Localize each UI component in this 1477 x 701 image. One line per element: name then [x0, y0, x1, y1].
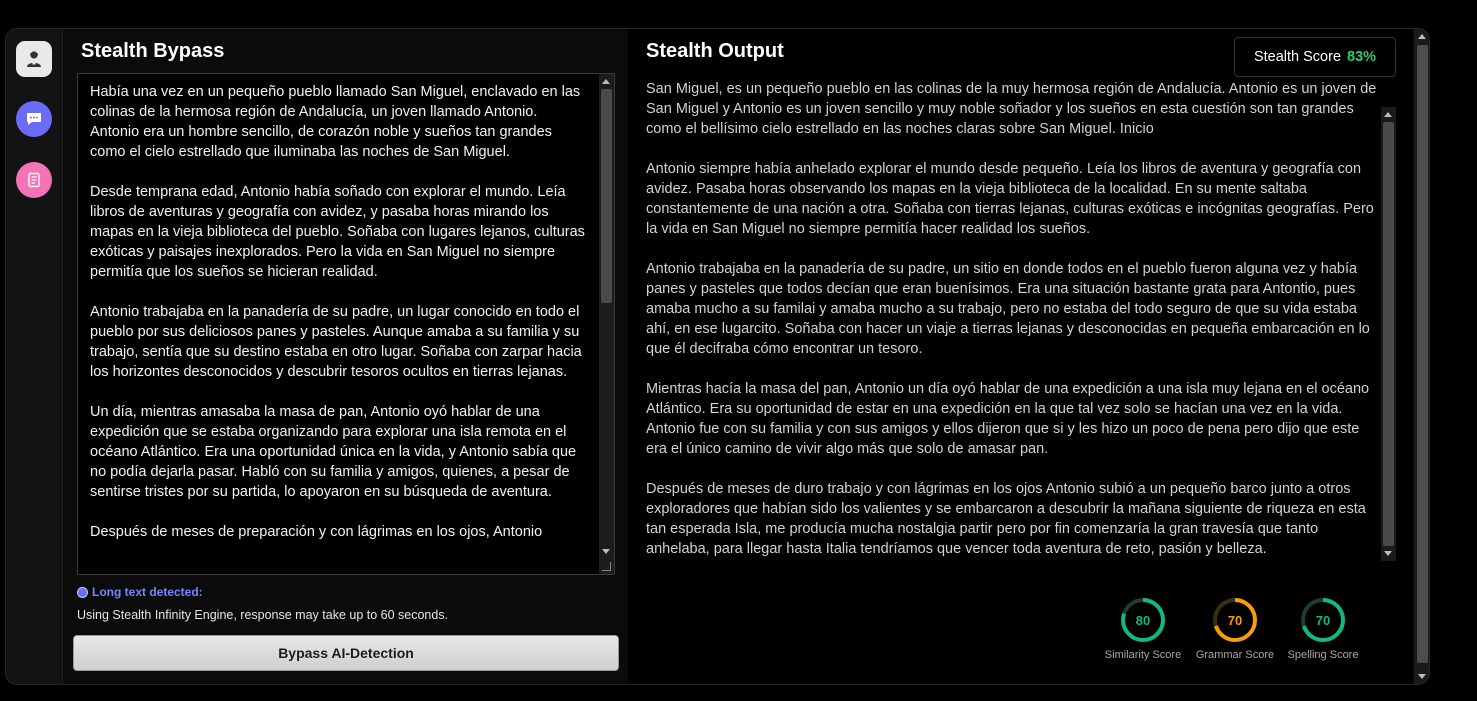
stealth-score-badge: [1234, 37, 1396, 77]
similarity-score-label: Similarity Score: [1104, 649, 1182, 661]
status-dot-icon: [77, 587, 88, 598]
document-icon: [26, 172, 42, 188]
spelling-score-value: 70: [1315, 612, 1331, 628]
scroll-up-icon[interactable]: [1384, 112, 1392, 117]
page-scrollbar[interactable]: [1414, 29, 1430, 684]
scroll-down-icon[interactable]: [1418, 674, 1426, 679]
document-button[interactable]: [16, 162, 52, 198]
scroll-down-icon[interactable]: [602, 549, 610, 554]
scroll-up-icon[interactable]: [1418, 34, 1426, 39]
bypass-button[interactable]: Bypass AI-Detection: [73, 635, 619, 671]
resize-handle[interactable]: [599, 559, 613, 573]
input-scrollbar[interactable]: [599, 74, 614, 574]
input-textarea[interactable]: [77, 73, 615, 575]
stealth-score-label: Stealth Score: [1253, 49, 1342, 65]
app-window: [5, 28, 1430, 685]
grammar-score: [1190, 597, 1280, 661]
grammar-score-label: Grammar Score: [1195, 649, 1275, 661]
grammar-score-value: 70: [1227, 612, 1243, 628]
grammar-score-ring: [1212, 597, 1258, 643]
similarity-score-value: 80: [1135, 612, 1151, 628]
chat-icon: [25, 110, 43, 128]
spelling-score-ring: [1300, 597, 1346, 643]
scroll-up-icon[interactable]: [602, 79, 610, 84]
bypass-panel: [63, 29, 628, 684]
output-panel-title: Stealth Output: [646, 40, 784, 62]
engine-note: Using Stealth Infinity Engine, response may take up to 60 seconds.: [77, 608, 449, 622]
similarity-score-ring: [1120, 597, 1166, 643]
output-scroll-thumb[interactable]: [1383, 122, 1394, 546]
input-scroll-thumb[interactable]: [601, 89, 612, 303]
spelling-score-label: Spelling Score: [1287, 649, 1359, 661]
long-text-label: Long text detected:: [92, 585, 203, 599]
output-panel: [628, 29, 1413, 684]
user-icon: [24, 49, 44, 69]
bypass-panel-title: Stealth Bypass: [81, 40, 225, 62]
score-metrics: [1098, 597, 1368, 667]
output-scrollbar[interactable]: [1381, 107, 1396, 561]
stealth-score-value: 83%: [1347, 49, 1377, 65]
long-text-indicator: [77, 585, 203, 599]
input-text[interactable]: Había una vez en un pequeño pueblo llamado San Miguel, enclavado en las colinas de la hermosa región de Andalucía, un joven llamado Antonio. Antonio era un hombre sencillo, de corazón noble y sueños tan grandes como el cielo estrellado que iluminaba las noches de San Miguel. Desde temprana edad, Antonio había soñado con explorar el mundo. Leía libros de aventuras y geografía con avidez, y pasaba horas mirando los mapas en la vieja biblioteca del pueblo. Soñaba con lugares lejanos, culturas exóticas y paisajes inexplorados. Pero la vida en San Miguel no siempre permitía que los sueños se hicieran realidad. Antonio trabajaba en la panadería de su padre, un lugar conocido en todo el pueblo por sus deliciosos panes y pasteles. Aunque amaba a su familia y su trabajo, sentía que su destino estaba en otro lugar. Soñaba con zarpar hacia los horizontes desconocidos y descubrir tesoros ocultos en tierras lejanas. Un día, mientras amasaba la masa de pan, Antonio oyó hablar de una expedición que se estaba organizando para explorar una isla remota en el océano Atlántico. Era una oportunidad única en la vida, y Antonio sabía que no podía dejarla pasar. Habló con su familia y amigos, quienes, a pesar de sentirse tristes por su partida, lo apoyaron en su búsqueda de aventura. Después de meses de preparación y con lágrimas en los ojos, Antonio: [90, 84, 585, 540]
page-scroll-thumb[interactable]: [1417, 45, 1428, 663]
output-text: San Miguel, es un pequeño pueblo en las colinas de la muy hermosa región de Andalucía. Antonio es un joven de San Miguel y Antonio es un joven sencillo y muy noble soñador y los sueños en esta cuestión son tan grandes como el bellísimo cielo estrellado en las noches claras sobre San Miguel. Inicio Antonio siempre había anhelado explorar el mundo desde pequeño. Leía los libros de aventura y geografía con avidez. Pasaba horas observando los mapas en la vieja biblioteca de la localidad. En su mente saltaba constantemente de una nación a otra. Soñaba con tierras lejanas, culturas exóticas e incógnitas geografías. Pero la vida en San Miguel no siempre permitía hacer realidad los sueños. Antonio trabajaba en la panadería de su padre, un sitio en donde todos en el pueblo fueron alguna vez y había panes y pasteles que todos decían que eran buenísimos. Era una situación bastante grata para Antontio, pues amaba mucho a su familai y amaba mucho a su trabajo, pero no estaba del todo seguro de que su vida estaba ahí, en ese lugarcito. Soñaba con hacer un viaje a tierras lejanas y desconocidas en pequeña embarcación en lo que él decifraba cómo encontrar un tesoro. Mientras hacía la masa del pan, Antonio un día oyó hablar de una expedición a una isla muy lejana en el océano Atlántico. Era su oportunidad de estar en una expedición en la que tal vez solo se hacían una vez en la vida. Antonio fue con su familia y con sus amigos y ellos dijeron que si y les hizo un poco de pena pero dijo que este era el único camino de vivir algo más que solo de amasar pan. Después de meses de duro trabajo y con lágrimas en los ojos Antonio subió a un pequeño barco junto a otros exploradores que habían sido los valientes y se embarcaron a descubrir la mañana siguiente de riqueza en esta tan esperada Isla, me producía mucha nostalgia partir pero por fin comenzaría la gran travesía que tanto anhelaba, para llegar hasta Italia tendríamos que vencer toda aventura de reto, pasión y belleza.: [646, 81, 1377, 557]
output-area: [646, 79, 1396, 561]
similarity-score: [1098, 597, 1188, 661]
sidebar: [6, 29, 63, 684]
chat-button[interactable]: [16, 101, 52, 137]
spelling-score: [1278, 597, 1368, 661]
scroll-down-icon[interactable]: [1384, 551, 1392, 556]
user-button[interactable]: [16, 41, 52, 77]
